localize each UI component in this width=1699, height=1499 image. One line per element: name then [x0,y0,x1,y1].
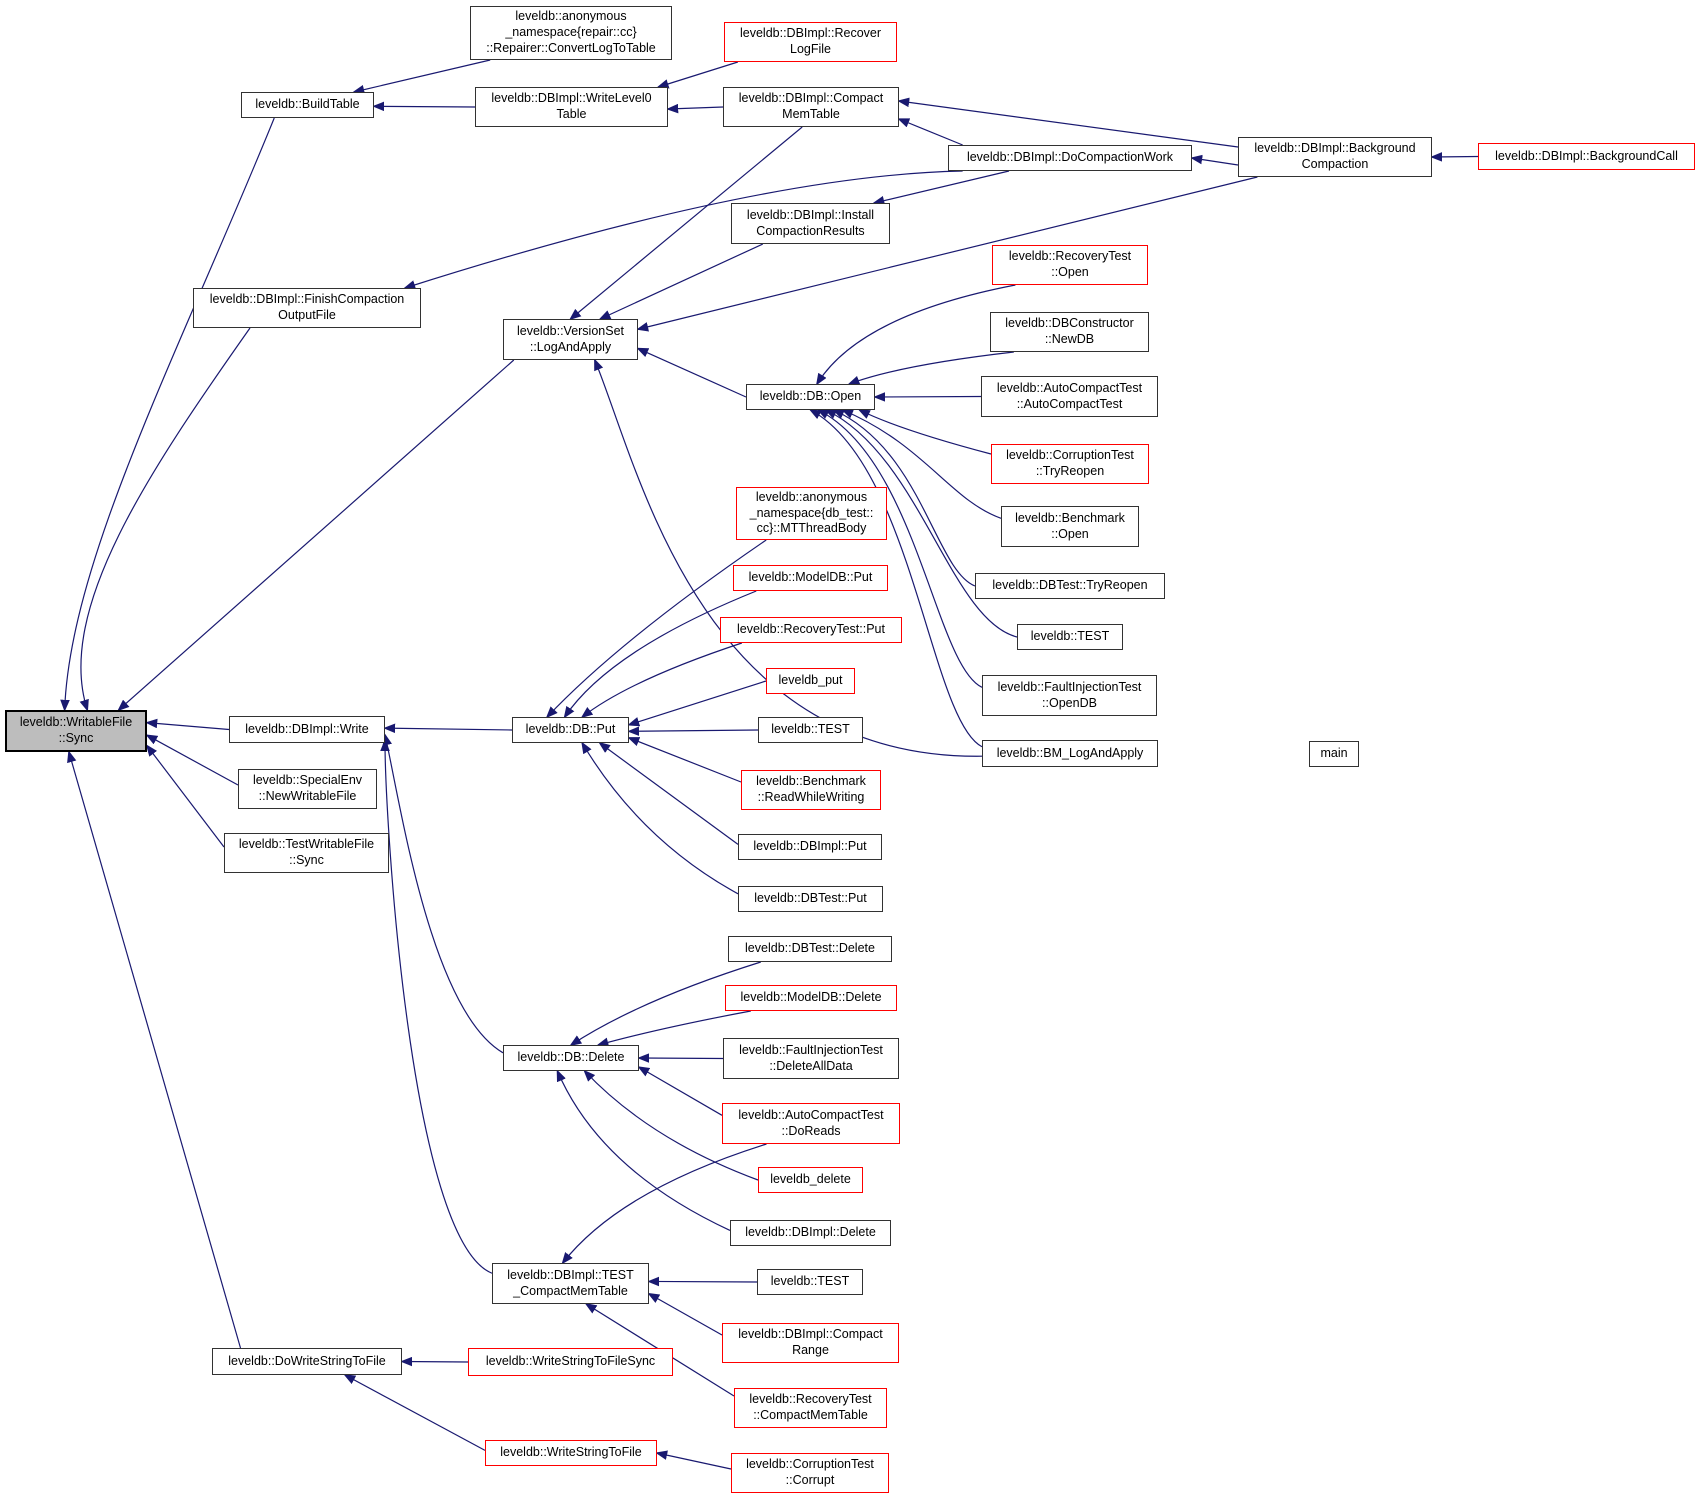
graph-node-label-line: leveldb::DBTest::Put [754,891,867,906]
graph-node-label-line: leveldb::anonymous [755,489,868,504]
edge-dbimpl_delete-to-db_delete [557,1071,730,1230]
edge-corruption_corrupt-to-writestring [657,1453,731,1469]
graph-node-special_env[interactable] [238,769,377,809]
graph-node-label-line: leveldb::RecoveryTest::Put [737,622,885,637]
graph-node-install_results[interactable] [731,203,890,244]
edge-dbtest_put-to-db_put [582,743,738,894]
graph-node-label-line: leveldb::DBTest::TryReopen [992,578,1148,593]
edge-do_compaction-to-compact_mem [899,119,963,145]
graph-node-dbimpl_put[interactable] [738,834,882,860]
graph-node-label-line: ::CompactMemTable [753,1408,868,1422]
graph-node-label-line: ::AutoCompactTest [1016,396,1123,411]
graph-node-background_call[interactable] [1478,143,1695,170]
graph-node-recover_log[interactable] [724,22,897,62]
edge-bm_logandapply-to-log_and_apply [595,360,982,756]
graph-node-label-line: ::NewDB [1044,332,1095,346]
graph-node-writestringsync[interactable] [468,1348,673,1376]
graph-node-label-line: leveldb::DB::Put [525,722,616,737]
graph-node-modeldb_delete[interactable] [725,985,897,1011]
edge-compact_mem-to-write_level0 [668,107,723,109]
graph-node-label-line: leveldb::SpecialEnv [252,773,363,788]
graph-node-writestring[interactable] [485,1440,657,1466]
edge-recovery_put-to-db_put [582,643,742,717]
edge-recover_log-to-write_level0 [658,62,737,87]
graph-node-label-line: leveldb::RecoveryTest [1008,249,1132,264]
edge-do_compaction-to-install_results [874,171,1009,203]
edge-install_results-to-log_and_apply [600,244,763,319]
edge-compact_range-to-test_compactmem [649,1294,722,1335]
graph-node-label-line: leveldb::CorruptionTest [746,1457,874,1472]
graph-node-label-line: leveldb::AutoCompactTest [996,380,1143,395]
graph-node-recovery_cmt[interactable] [734,1388,887,1428]
edge-test_compactmem-to-dbimpl_write [385,741,492,1273]
graph-node-label-line: leveldb::VersionSet [516,323,624,338]
graph-node-finish_output[interactable] [193,288,421,328]
graph-node-label-line: OutputFile [278,308,336,322]
edge-db_open-to-log_and_apply [638,349,746,397]
graph-node-label-line: cc}::MTThreadBody [756,521,867,536]
graph-node-recovery_open[interactable] [992,245,1148,285]
graph-node-dowritestring[interactable] [212,1348,402,1375]
graph-node-corruption_tryreopen[interactable] [991,444,1149,484]
edge-db_delete-to-dbimpl_write [385,735,503,1053]
graph-node-label-line: ::Sync [289,853,324,867]
graph-node-label-line: leveldb::WriteStringToFile [500,1445,642,1460]
graph-node-label-line: Compaction [1301,157,1369,171]
graph-node-recovery_put[interactable] [720,617,902,643]
graph-node-test_put[interactable] [758,717,863,743]
graph-node-label-line: leveldb::DBTest::Delete [745,941,875,956]
graph-node-label-line: leveldb::DBImpl::Compact [738,91,884,106]
edge-test_put-to-db_put [629,730,758,731]
graph-node-label-line: ::Open [1051,526,1089,541]
graph-node-label-line: leveldb::TestWritableFile [238,837,375,852]
graph-node-compact_range[interactable] [722,1323,899,1363]
graph-node-label-line: leveldb::DBImpl::Put [753,839,867,854]
graph-node-label-line: ::ReadWhileWriting [757,790,865,804]
graph-node-label-line: ::Sync [58,731,94,745]
graph-node-main[interactable] [1309,741,1359,767]
edge-modeldb_put-to-db_put [565,591,757,717]
graph-node-label-line: _CompactMemTable [513,1283,628,1298]
graph-node-test_open[interactable] [1017,624,1123,650]
graph-node-label-line: ::Open [1051,265,1089,279]
graph-node-label-line: leveldb::DBImpl::TEST [507,1267,634,1282]
edge-background_call-to-background_compaction [1432,157,1478,158]
graph-node-convert_log[interactable] [470,6,672,60]
graph-node-leveldb_delete[interactable] [758,1167,863,1193]
graph-node-dbtest_delete[interactable] [728,936,892,962]
graph-node-label-line: ::TryReopen [1035,464,1105,478]
edge-faultinj_deletealldata-to-db_delete [639,1058,723,1059]
graph-node-label-line: leveldb::AutoCompactTest [738,1107,884,1122]
graph-node-label-line: leveldb::DoWriteStringToFile [228,1353,386,1368]
graph-node-db_open[interactable] [746,384,875,410]
edge-recovery_open-to-db_open [817,285,1015,384]
edge-background_compaction-to-do_compaction [1192,158,1238,165]
graph-node-corruption_corrupt[interactable] [731,1453,889,1493]
graph-node-benchmark_open[interactable] [1001,506,1139,547]
graph-node-test_compactmem[interactable] [492,1263,649,1304]
graph-node-label-line: leveldb::DBConstructor [1005,316,1134,331]
graph-node-background_compaction[interactable] [1238,137,1432,177]
edge-dowritestring-to-root_sync [69,752,241,1348]
graph-node-label-line: leveldb::WriteStringToFileSync [485,1354,656,1369]
graph-node-label-line: leveldb::TEST [770,1274,850,1289]
graph-node-db_delete[interactable] [503,1045,639,1071]
graph-node-log_and_apply[interactable] [503,319,638,360]
graph-node-label-line: ::Repairer::ConvertLogToTable [486,40,656,55]
edge-db_put-to-dbimpl_write [385,728,512,730]
graph-node-label-line: leveldb::DBImpl::BackgroundCall [1495,148,1678,163]
graph-node-label-line: ::DeleteAllData [769,1058,853,1073]
graph-node-mt_threadbody[interactable] [736,487,887,540]
graph-node-label-line: leveldb::DBImpl::WriteLevel0 [491,91,652,106]
graph-node-label-line: leveldb::DBImpl::Write [245,721,369,736]
graph-node-label-line: leveldb::BuildTable [255,97,360,112]
graph-node-label-line: leveldb::anonymous [515,9,627,24]
graph-node-label-line: leveldb::DBImpl::Install [746,207,875,222]
edge-build_table-to-root_sync [65,118,275,710]
graph-node-write_level0[interactable] [475,87,668,127]
graph-node-label-line: leveldb::FaultInjectionTest [739,1042,883,1057]
edge-autocompact_doreads-to-db_delete [639,1067,722,1115]
graph-node-label-line: Table [556,107,587,121]
graph-node-root_sync [5,710,147,752]
edge-special_env-to-root_sync [147,735,238,785]
graph-node-leveldb_put[interactable] [766,668,855,694]
graph-node-label-line: MemTable [782,107,840,121]
graph-node-build_table[interactable] [241,92,374,118]
edge-writestringsync-to-dowritestring [402,1362,468,1363]
graph-node-label-line: leveldb::CorruptionTest [1006,448,1134,463]
graph-node-label-line: leveldb::DBImpl::Background [1254,141,1416,156]
graph-node-label-line: LogFile [790,42,831,56]
edge-leveldb_put-to-db_put [629,681,766,725]
edge-log_and_apply-to-root_sync [119,360,514,710]
graph-node-autocompact_ctor[interactable] [981,376,1158,417]
graph-node-label-line: leveldb::DB::Delete [517,1050,625,1065]
graph-node-faultinj_deletealldata[interactable] [723,1038,899,1079]
graph-node-dbimpl_delete[interactable] [730,1220,891,1246]
graph-node-label-line: _namespace{repair::cc} [505,25,637,40]
graph-node-label-line: ::Corrupt [785,1473,835,1487]
graph-node-label-line: leveldb::ModelDB::Delete [740,990,882,1005]
graph-node-faultinj_opendb[interactable] [982,675,1157,716]
edge-testwritable_sync-to-root_sync [147,746,224,847]
graph-node-label-line: leveldb_delete [770,1172,851,1187]
edge-dbimpl_write-to-root_sync [147,723,229,730]
graph-node-label-line: leveldb::WritableFile [19,715,133,730]
edge-convert_log-to-build_table [354,60,490,92]
graph-node-dbimpl_write[interactable] [229,716,385,743]
graph-node-test_cmt[interactable] [757,1269,863,1295]
edge-faultinj_opendb-to-db_open [818,410,982,687]
graph-node-label-line: leveldb::FaultInjectionTest [997,679,1142,694]
graph-node-label-line: leveldb::DBImpl::Delete [745,1225,876,1240]
graph-node-label-line: _namespace{db_test:: [749,505,874,520]
graph-node-label-line: main [1320,746,1348,761]
graph-node-db_put[interactable] [512,717,629,743]
graph-node-label-line: leveldb::ModelDB::Put [748,570,873,585]
edge-benchmark_rww-to-db_put [629,738,741,782]
graph-node-label-line: CompactionResults [756,223,865,238]
graph-node-label-line: leveldb::DBImpl::FinishCompaction [209,292,405,307]
edge-autocompact_ctor-to-db_open [875,397,981,398]
edge-test_cmt-to-test_compactmem [649,1281,757,1282]
graph-node-label-line: leveldb::DBImpl::Recover [739,26,882,41]
edge-corruption_tryreopen-to-db_open [860,410,991,454]
graph-node-label-line: leveldb::BM_LogAndApply [996,745,1144,760]
graph-node-label-line: ::OpenDB [1042,695,1097,710]
graph-node-dbconstructor_newdb[interactable] [990,312,1149,352]
graph-node-label-line: leveldb::DB::Open [759,389,862,404]
graph-node-label-line: leveldb::TEST [771,722,850,737]
edge-dbimpl_put-to-db_put [600,743,738,844]
graph-node-label-line: leveldb::Benchmark [1015,510,1125,525]
graph-node-label-line: leveldb_put [778,673,843,688]
graph-node-label-line: ::LogAndApply [529,339,612,354]
graph-node-compact_mem[interactable] [723,87,899,127]
graph-node-benchmark_rww[interactable] [741,770,881,810]
graph-node-label-line: Range [792,1343,829,1357]
graph-node-label-line: leveldb::TEST [1030,629,1110,644]
graph-node-label-line: leveldb::Benchmark [756,774,866,789]
graph-node-label-line: leveldb::RecoveryTest [749,1392,872,1407]
edge-finish_output-to-root_sync [81,328,250,710]
graph-node-autocompact_doreads[interactable] [722,1103,900,1144]
graph-node-dbtest_put[interactable] [738,886,883,912]
graph-node-modeldb_put[interactable] [733,565,888,591]
graph-node-dbtest_tryreopen[interactable] [975,573,1165,599]
graph-node-bm_logandapply[interactable] [982,740,1158,767]
graph-node-label-line: ::NewWritableFile [258,789,357,803]
graph-node-label-line: leveldb::DBImpl::DoCompactionWork [966,150,1174,165]
edge-writestring-to-dowritestring [345,1375,485,1450]
graph-node-testwritable_sync[interactable] [224,833,389,873]
graph-node-label-line: ::DoReads [781,1123,841,1138]
graph-node-do_compaction[interactable] [948,145,1192,171]
graph-node-label-line: leveldb::DBImpl::Compact [738,1327,883,1342]
edge-write_level0-to-build_table [374,106,475,107]
